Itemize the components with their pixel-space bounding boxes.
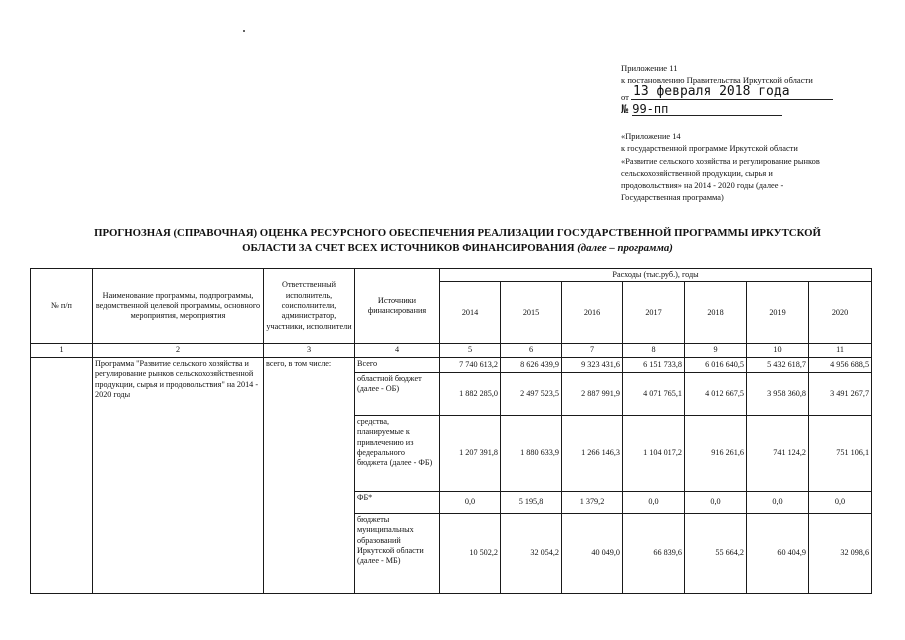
gp-line-4: сельскохозяйственной продукции, сырья и [621,168,773,178]
value-cell: 55 664,2 [685,513,747,593]
title-line-2-italic: (далее – программа) [577,242,673,254]
source-label: бюджеты муниципальных образований Иркутской области (далее - МБ) [355,513,440,593]
value-cell: 5 432 618,7 [747,357,809,372]
value-cell: 10 502,2 [440,513,501,593]
header-expenses: Расходы (тыс.руб.), годы [440,269,872,282]
column-number: 5 [440,344,501,357]
header-year: 2016 [562,282,623,344]
appendix-resolution: к постановлению Правительства Иркутской области [621,75,813,85]
source-label: Всего [355,357,440,372]
gp-line-6: Государственная программа) [621,193,724,203]
value-cell: 4 071 765,1 [623,372,685,415]
number-sign: № [621,102,629,116]
column-number: 9 [685,344,747,357]
gp-line-2: к государственной программе Иркутской области [621,144,798,154]
scan-speck [243,30,245,32]
header-year: 2017 [623,282,685,344]
source-label: ФБ* [355,491,440,513]
value-cell: 5 195,8 [501,491,562,513]
column-number: 3 [264,344,355,357]
document-title [40,226,875,256]
value-cell: 751 106,1 [809,415,872,491]
header-sources: Источники финансирования [355,269,440,344]
appendix-date-row [621,86,891,101]
column-number: 11 [809,344,872,357]
value-cell: 6 151 733,8 [623,357,685,372]
program-appendix-header [621,131,891,205]
value-cell: 0,0 [747,491,809,513]
value-cell: 32 054,2 [501,513,562,593]
value-cell: 741 124,2 [747,415,809,491]
appendix-header [621,62,891,117]
source-label: средства, планируемые к привлечению из федерального бюджета (далее - ФБ) [355,415,440,491]
value-cell: 4 012 667,5 [685,372,747,415]
header-year: 2020 [809,282,872,344]
column-number: 6 [501,344,562,357]
header-executor: Ответственный исполнитель, соисполнители, администратор, участники, исполнители [264,269,355,344]
value-cell: 60 404,9 [747,513,809,593]
value-cell: 0,0 [809,491,872,513]
appendix-date: 13 февраля 2018 года [631,85,833,100]
title-line-1: ПРОГНОЗНАЯ (СПРАВОЧНАЯ) ОЦЕНКА РЕСУРСНОГО ОБЕСПЕЧЕНИЯ РЕАЛИЗАЦИИ ГОСУДАРСТВЕННОЙ ПРОГРАММЫ ИРКУТСКОЙ [94,227,821,239]
column-number: 7 [562,344,623,357]
column-number: 4 [355,344,440,357]
value-cell: 916 261,6 [685,415,747,491]
table-row-total [31,357,872,372]
title-line-2-main: ОБЛАСТИ ЗА СЧЕТ ВСЕХ ИСТОЧНИКОВ ФИНАНСИРОВАНИЯ [242,242,578,254]
gp-line-5: продовольствия» на 2014 - 2020 годы (далее - [621,181,784,191]
value-cell: 9 323 431,6 [562,357,623,372]
value-cell: 2 887 991,9 [562,372,623,415]
value-cell: 1 880 633,9 [501,415,562,491]
header-row-1 [31,269,872,282]
header-name: Наименование программы, подпрограммы, ведомственной целевой программы, основного мероприятия, мероприятия [93,269,264,344]
value-cell: 1 207 391,8 [440,415,501,491]
value-cell: 6 016 640,5 [685,357,747,372]
program-name: Программа "Развитие сельского хозяйства и регулирование рынков сельскохозяйственной продукции, сырья и продовольствия" на 2014 - 2020 годы [93,357,264,593]
gp-line-1: «Приложение 14 [621,132,681,141]
value-cell: 1 104 017,2 [623,415,685,491]
appendix-number: 99-пп [632,103,782,116]
value-cell: 0,0 [440,491,501,513]
program-num-cell [31,357,93,593]
column-number: 10 [747,344,809,357]
source-label: областной бюджет (далее - ОБ) [355,372,440,415]
gp-line-3: «Развитие сельского хозяйства и регулирование рынков [621,156,820,166]
value-cell: 1 882 285,0 [440,372,501,415]
header-year: 2018 [685,282,747,344]
value-cell: 2 497 523,5 [501,372,562,415]
value-cell: 1 266 146,3 [562,415,623,491]
resource-table [30,268,872,594]
value-cell: 7 740 613,2 [440,357,501,372]
value-cell: 0,0 [685,491,747,513]
header-num: № п/п [31,269,93,344]
header-year: 2014 [440,282,501,344]
header-year: 2015 [501,282,562,344]
appendix-title: Приложение 11 [621,63,678,73]
value-cell: 3 491 267,7 [809,372,872,415]
header-year: 2019 [747,282,809,344]
column-number: 2 [93,344,264,357]
program-executor: всего, в том числе: [264,357,355,593]
value-cell: 4 956 688,5 [809,357,872,372]
value-cell: 8 626 439,9 [501,357,562,372]
appendix-number-row [621,103,891,117]
title-line-2 [40,241,875,256]
value-cell: 66 839,6 [623,513,685,593]
value-cell: 40 049,0 [562,513,623,593]
column-number: 1 [31,344,93,357]
date-from-label: от [621,92,629,102]
column-number: 8 [623,344,685,357]
value-cell: 3 958 360,8 [747,372,809,415]
value-cell: 1 379,2 [562,491,623,513]
column-number-row [31,344,872,357]
value-cell: 0,0 [623,491,685,513]
value-cell: 32 098,6 [809,513,872,593]
